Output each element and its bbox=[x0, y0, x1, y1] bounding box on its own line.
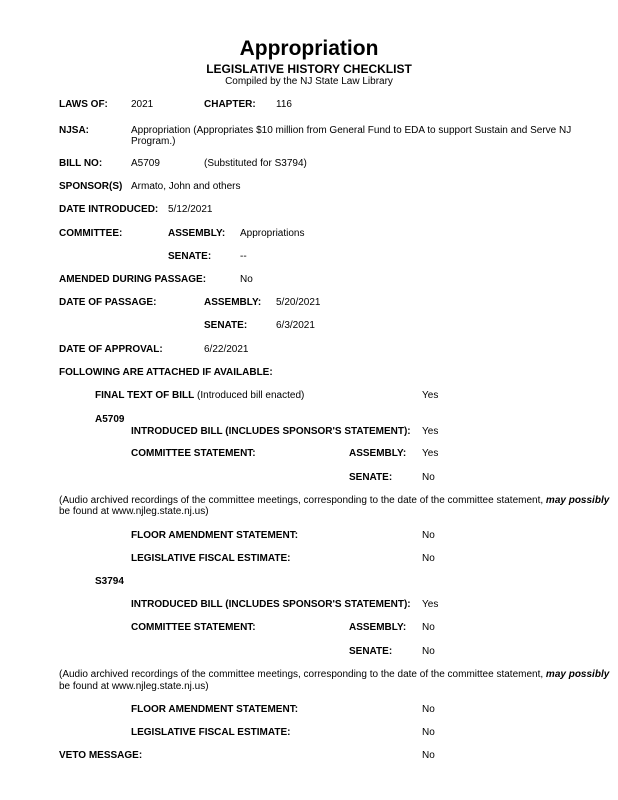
a5709-committee-label: COMMITTEE STATEMENT: bbox=[131, 448, 256, 459]
s3794-introduced-value: Yes bbox=[422, 599, 439, 610]
s3794-heading: S3794 bbox=[95, 576, 124, 587]
committee-assembly-value: Appropriations bbox=[240, 228, 305, 239]
s3794-introduced-label: INTRODUCED BILL (INCLUDES SPONSOR'S STATEMENT): bbox=[131, 599, 411, 610]
a5709-assembly-value: Yes bbox=[422, 448, 439, 459]
veto-label: VETO MESSAGE: bbox=[59, 750, 143, 761]
sponsors-label: SPONSOR(S) bbox=[59, 181, 123, 192]
committee-senate-value: -- bbox=[240, 251, 247, 262]
a5709-fiscal-value: No bbox=[422, 553, 435, 564]
a5709-assembly-label: ASSEMBLY: bbox=[349, 448, 407, 459]
passage-label: DATE OF PASSAGE: bbox=[59, 297, 157, 308]
njsa-label: NJSA: bbox=[59, 125, 90, 136]
passage-assembly-label: ASSEMBLY: bbox=[204, 297, 262, 308]
final-text-label: FINAL TEXT OF BILL bbox=[95, 390, 195, 401]
committee-assembly-label: ASSEMBLY: bbox=[168, 228, 226, 239]
passage-senate-label: SENATE: bbox=[204, 320, 248, 331]
approval-value: 6/22/2021 bbox=[204, 344, 249, 355]
bill-no-label: BILL NO: bbox=[59, 158, 103, 169]
a5709-floor-label: FLOOR AMENDMENT STATEMENT: bbox=[131, 530, 299, 541]
a5709-floor-value: No bbox=[422, 530, 435, 541]
laws-of-value: 2021 bbox=[131, 99, 154, 110]
a5709-introduced-value: Yes bbox=[422, 426, 439, 437]
s3794-audio-note-text: (Audio archived recordings of the committee meetings, corresponding to the date of the committee statement, bbox=[59, 669, 546, 680]
s3794-audio-note-line-1 bbox=[59, 669, 609, 681]
chapter-label: CHAPTER: bbox=[204, 99, 256, 110]
final-text-value: Yes bbox=[422, 390, 439, 401]
date-introduced-label: DATE INTRODUCED: bbox=[59, 204, 159, 215]
a5709-senate-label: SENATE: bbox=[349, 472, 393, 483]
s3794-senate-label: SENATE: bbox=[349, 646, 393, 657]
bill-no-value: A5709 bbox=[131, 158, 160, 169]
passage-assembly-value: 5/20/2021 bbox=[276, 297, 321, 308]
final-text-note: (Introduced bill enacted) bbox=[197, 390, 305, 401]
document-subtitle: LEGISLATIVE HISTORY CHECKLIST bbox=[206, 62, 412, 76]
a5709-audio-note-line-2: be found at www.njleg.state.nj.us) bbox=[59, 506, 209, 517]
compiled-by: Compiled by the NJ State Law Library bbox=[225, 76, 393, 87]
njsa-line-1: Appropriation (Appropriates $10 million from General Fund to EDA to support Sustain and Serve NJ bbox=[131, 125, 572, 136]
s3794-committee-label: COMMITTEE STATEMENT: bbox=[131, 622, 256, 633]
a5709-fiscal-label: LEGISLATIVE FISCAL ESTIMATE: bbox=[131, 553, 291, 564]
committee-senate-label: SENATE: bbox=[168, 251, 212, 262]
attached-heading: FOLLOWING ARE ATTACHED IF AVAILABLE: bbox=[59, 367, 273, 378]
s3794-floor-value: No bbox=[422, 704, 435, 715]
a5709-audio-note-emphasis: may possibly bbox=[545, 495, 610, 506]
final-text-row bbox=[95, 390, 304, 402]
s3794-fiscal-label: LEGISLATIVE FISCAL ESTIMATE: bbox=[131, 727, 291, 738]
date-introduced-value: 5/12/2021 bbox=[168, 204, 213, 215]
amended-value: No bbox=[240, 274, 253, 285]
bill-no-note: (Substituted for S3794) bbox=[204, 158, 307, 169]
s3794-fiscal-value: No bbox=[422, 727, 435, 738]
veto-value: No bbox=[422, 750, 435, 761]
s3794-audio-note-line-2: be found at www.njleg.state.nj.us) bbox=[59, 681, 209, 692]
a5709-introduced-label: INTRODUCED BILL (INCLUDES SPONSOR'S STATEMENT): bbox=[131, 426, 411, 437]
passage-senate-value: 6/3/2021 bbox=[276, 320, 315, 331]
laws-of-label: LAWS OF: bbox=[59, 99, 108, 110]
s3794-senate-value: No bbox=[422, 646, 435, 657]
sponsors-value: Armato, John and others bbox=[131, 181, 241, 192]
a5709-senate-value: No bbox=[422, 472, 435, 483]
a5709-audio-note-text: (Audio archived recordings of the committee meetings, corresponding to the date of the committee statement, bbox=[59, 495, 546, 506]
s3794-assembly-value: No bbox=[422, 622, 435, 633]
a5709-heading: A5709 bbox=[95, 414, 125, 425]
approval-label: DATE OF APPROVAL: bbox=[59, 344, 163, 355]
s3794-assembly-label: ASSEMBLY: bbox=[349, 622, 407, 633]
s3794-floor-label: FLOOR AMENDMENT STATEMENT: bbox=[131, 704, 299, 715]
amended-label: AMENDED DURING PASSAGE: bbox=[59, 274, 207, 285]
njsa-line-2: Program.) bbox=[131, 136, 176, 147]
chapter-value: 116 bbox=[276, 99, 292, 110]
committee-label: COMMITTEE: bbox=[59, 228, 123, 239]
s3794-audio-note-emphasis: may possibly bbox=[545, 669, 610, 680]
document-title: Appropriation bbox=[239, 37, 379, 60]
